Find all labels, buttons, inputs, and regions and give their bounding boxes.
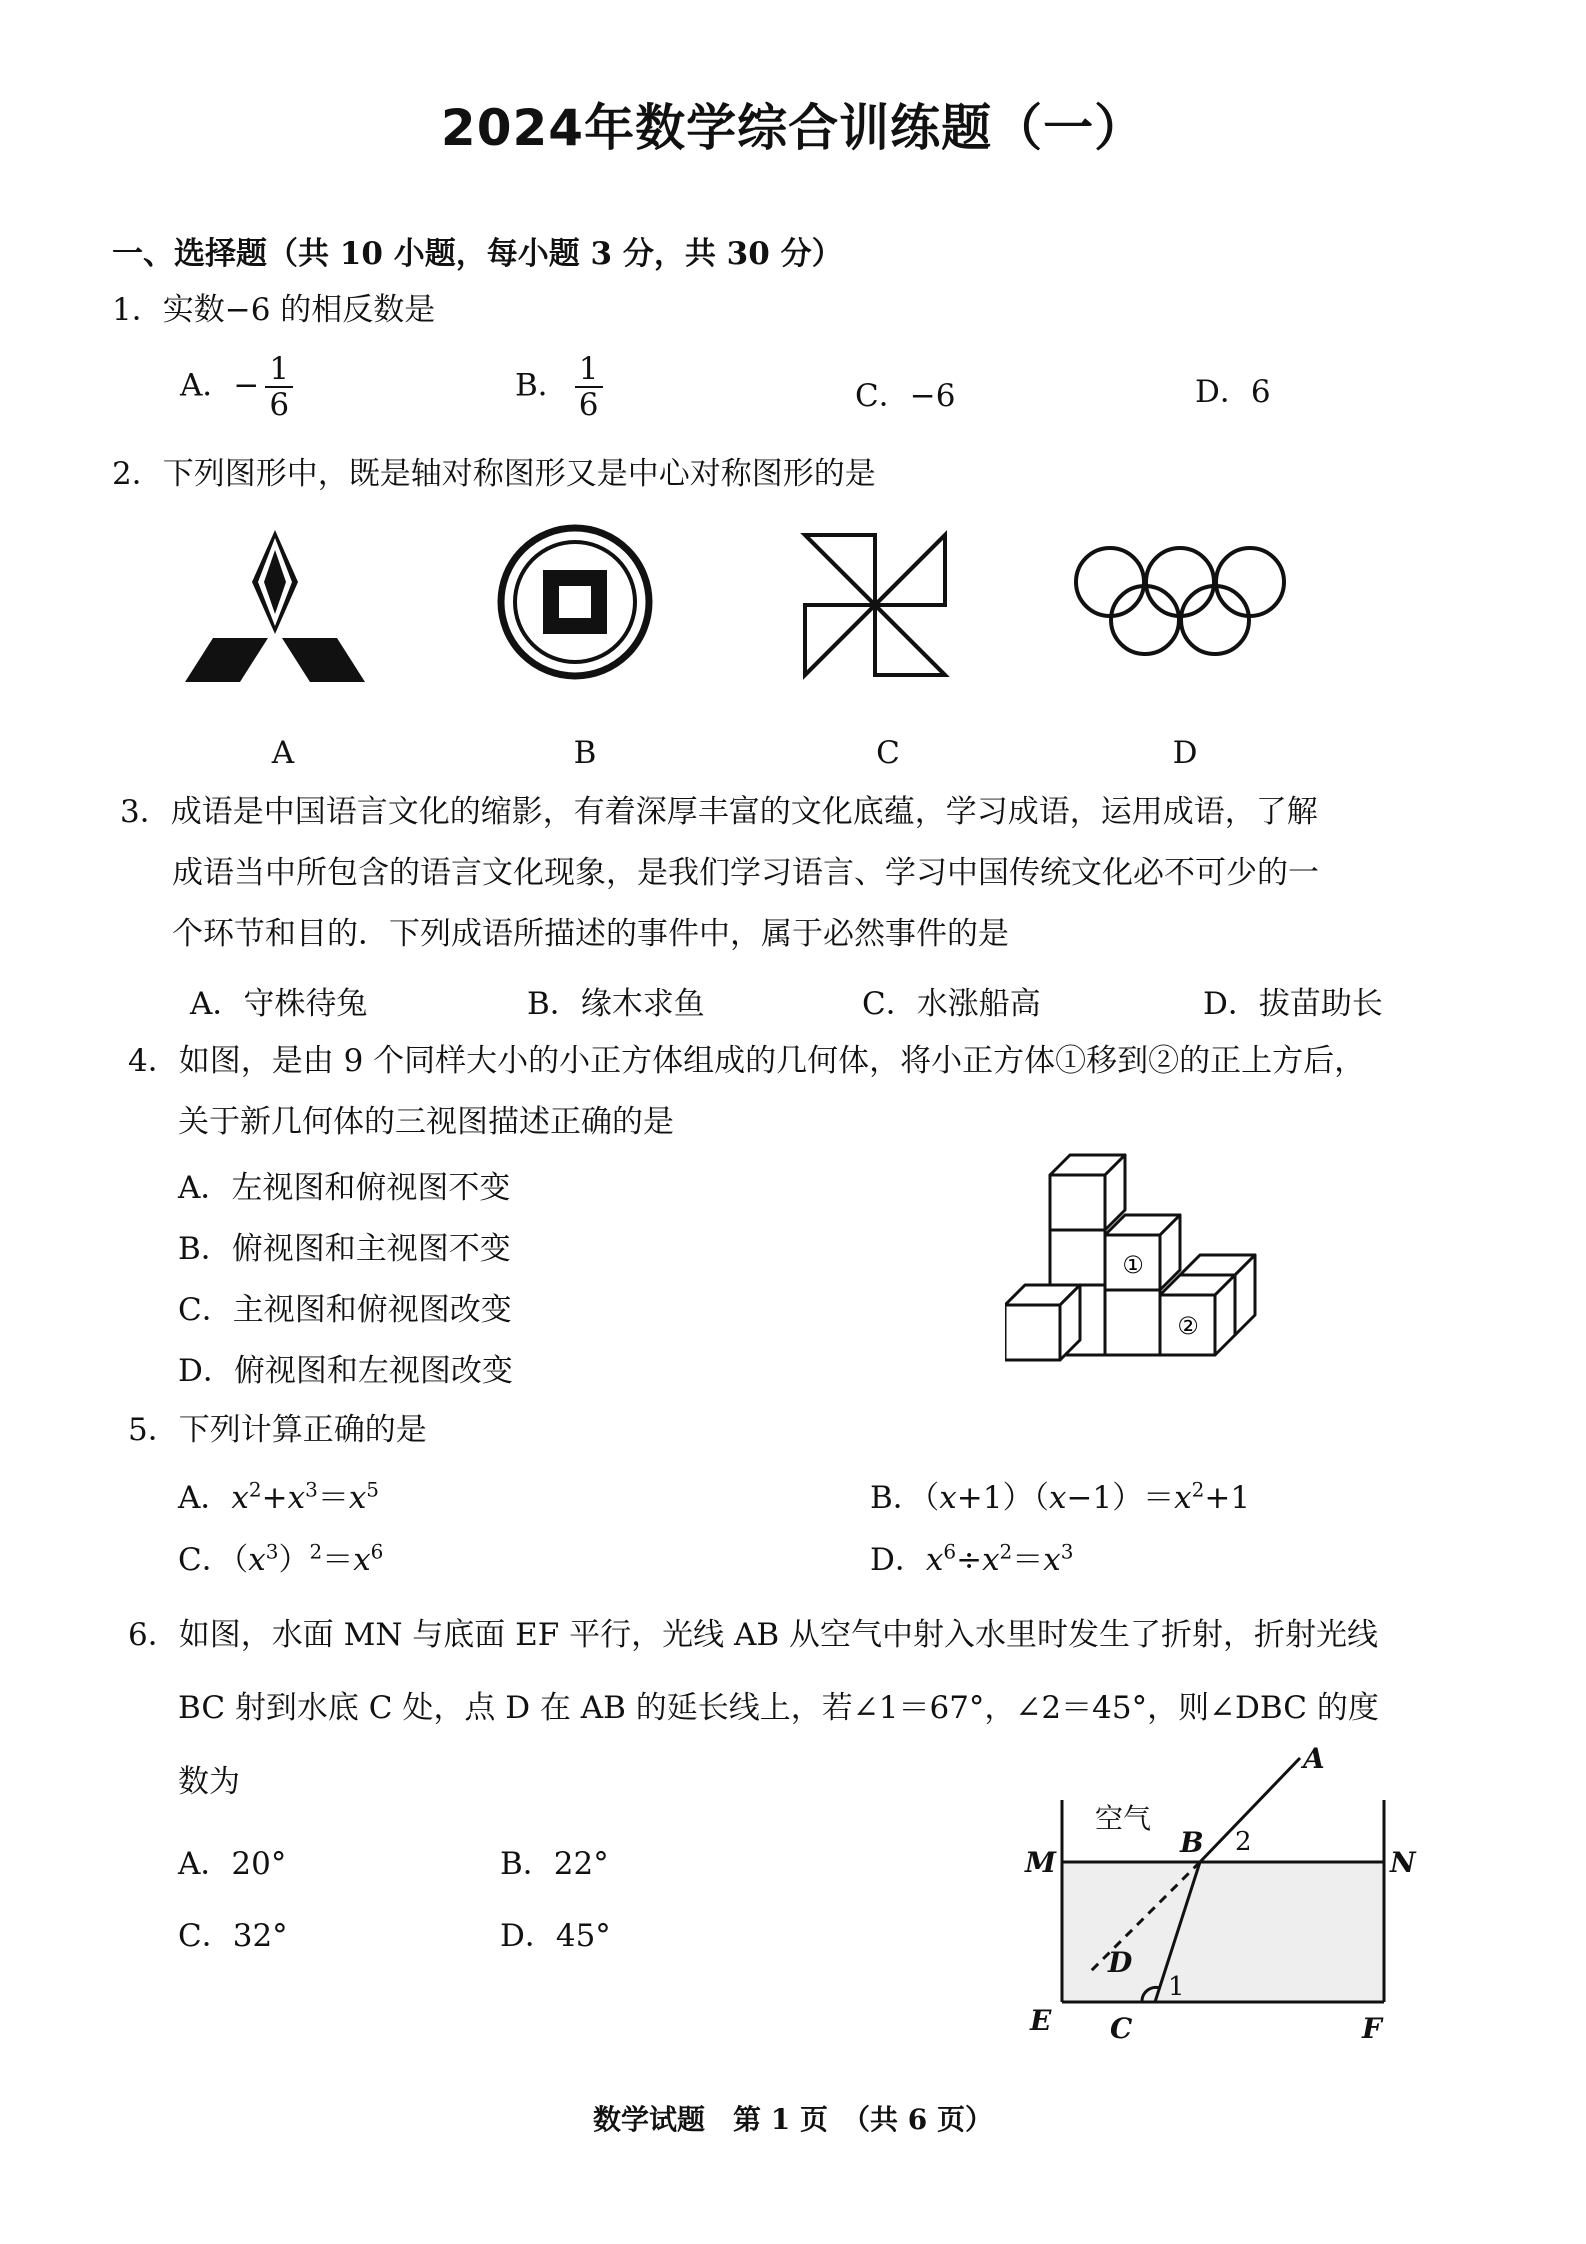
q3-option-c: C．水涨船高 bbox=[862, 986, 1041, 1022]
q6-refraction-figure bbox=[1020, 1740, 1440, 2050]
q1-option-b: B． $\frac{1}{6}$ bbox=[515, 352, 603, 422]
q5-option-c: C．$(x^3)^2=x^6$ bbox=[178, 1539, 384, 1578]
q5-option-a: A．$x^2+x^3=x^5$ bbox=[178, 1477, 380, 1516]
q2-figure-a-three-diamonds bbox=[180, 520, 370, 685]
q2-figure-c-pinwheel bbox=[800, 530, 950, 680]
q4-option-d: D．俯视图和左视图改变 bbox=[178, 1353, 513, 1389]
angle-2-label: 2 bbox=[1235, 1827, 1252, 1857]
q4-option-b: B．俯视图和主视图不变 bbox=[178, 1231, 511, 1267]
q6-option-a: A．20° bbox=[178, 1846, 287, 1882]
q1-stem: 1．实数−6 的相反数是 bbox=[112, 292, 436, 328]
point-e-label: E bbox=[1030, 2004, 1052, 2037]
q3-line-2: 成语当中所包含的语言文化现象，是我们学习语言、学习中国传统文化必不可少的一 bbox=[172, 855, 1319, 891]
q4-marker-2: ② bbox=[1177, 1312, 1199, 1340]
page-footer: 数学试题 第 1 页 （共 6 页） bbox=[593, 2103, 993, 2136]
q2-label-b: B bbox=[573, 735, 597, 771]
q4-option-a: A．左视图和俯视图不变 bbox=[178, 1170, 511, 1206]
q3-option-b: B．缘木求鱼 bbox=[527, 986, 705, 1022]
angle-1-label: 1 bbox=[1168, 1972, 1185, 2002]
q1-option-c: C．−6 bbox=[855, 378, 956, 414]
q2-label-a: A bbox=[271, 735, 295, 771]
q2-stem: 2．下列图形中，既是轴对称图形又是中心对称图形的是 bbox=[112, 456, 876, 492]
q4-option-c: C．主视图和俯视图改变 bbox=[178, 1292, 512, 1328]
q6-option-c: C．32° bbox=[178, 1918, 288, 1954]
point-n-label: N bbox=[1390, 1846, 1416, 1879]
q5-stem: 5．下列计算正确的是 bbox=[128, 1412, 427, 1448]
point-a-label: A bbox=[1303, 1742, 1325, 1775]
q2-figure-b-coin bbox=[495, 522, 655, 682]
q3-option-a: A．守株待兔 bbox=[190, 986, 368, 1022]
q1-option-d: D．6 bbox=[1195, 374, 1271, 410]
q4-line-1: 4．如图，是由 9 个同样大小的小正方体组成的几何体，将小正方体①移到②的正上方后， bbox=[128, 1043, 1366, 1079]
q6-line-2: BC 射到水底 C 处，点 D 在 AB 的延长线上，若∠1＝67°，∠2＝45°，则∠DBC 的度 bbox=[178, 1690, 1379, 1726]
point-c-label: C bbox=[1110, 2012, 1133, 2045]
q2-label-d: D bbox=[1172, 735, 1198, 771]
q5-option-d: D．$x^6\div x^2=x^3$ bbox=[870, 1539, 1074, 1578]
q2-figure-d-rings bbox=[1070, 542, 1295, 662]
q4-cube-figure bbox=[1005, 1140, 1275, 1375]
q3-line-3: 个环节和目的．下列成语所描述的事件中，属于必然事件的是 bbox=[172, 916, 1009, 952]
page-title: 2024年数学综合训练题（一） bbox=[440, 99, 1146, 157]
q4-line-2: 关于新几何体的三视图描述正确的是 bbox=[178, 1104, 674, 1140]
point-f-label: F bbox=[1362, 2012, 1382, 2045]
air-label: 空气 bbox=[1095, 1802, 1152, 1835]
q4-marker-1: ① bbox=[1122, 1251, 1144, 1279]
q6-line-1: 6．如图，水面 MN 与底面 EF 平行，光线 AB 从空气中射入水里时发生了折射，折射光线 bbox=[128, 1617, 1379, 1653]
point-b-label: B bbox=[1180, 1826, 1204, 1859]
point-d-label: D bbox=[1108, 1946, 1133, 1979]
q1-option-a: A．− $\frac{1}{6}$ bbox=[180, 352, 293, 422]
point-m-label: M bbox=[1025, 1846, 1056, 1879]
q5-option-b: B．$(x+1)(x-1)=x^2+1$ bbox=[870, 1477, 1251, 1516]
q3-line-1: 3．成语是中国语言文化的缩影，有着深厚丰富的文化底蕴，学习成语，运用成语，了解 bbox=[120, 794, 1318, 830]
q6-option-b: B．22° bbox=[500, 1846, 609, 1882]
q6-line-3: 数为 bbox=[178, 1764, 240, 1800]
q3-option-d: D．拔苗助长 bbox=[1203, 986, 1383, 1022]
section-heading: 一、选择题（共 10 小题，每小题 3 分，共 30 分） bbox=[112, 236, 843, 272]
q6-option-d: D．45° bbox=[500, 1918, 611, 1954]
q2-label-c: C bbox=[876, 735, 900, 771]
